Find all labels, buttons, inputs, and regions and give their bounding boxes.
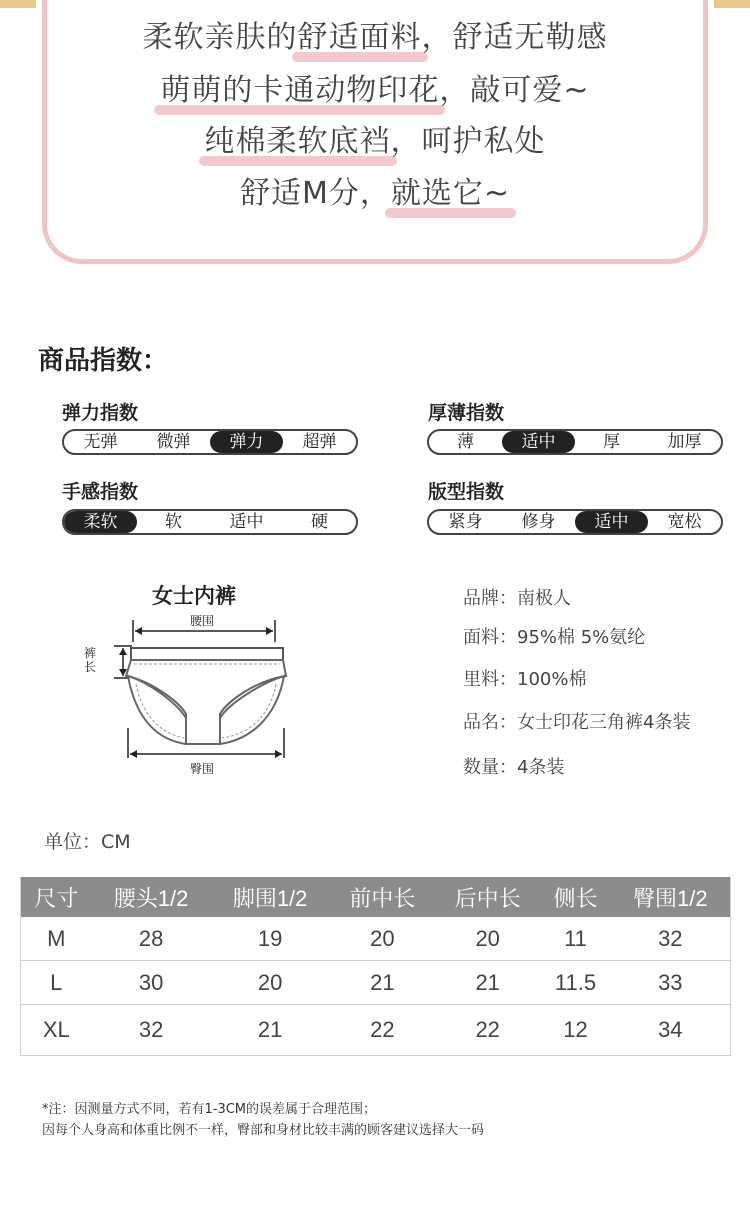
elasticity-scale xyxy=(62,429,358,455)
table-cell: 12 xyxy=(540,1005,610,1056)
header-cell: 尺寸 xyxy=(21,877,92,917)
scale-option: 修身 xyxy=(521,512,556,532)
scale-option-selected: 弹力 xyxy=(210,431,283,453)
table-row xyxy=(21,917,731,961)
product-index-title: 商品指数： xyxy=(38,346,169,376)
info-fabric: 面料：95%棉 5%氨纶 xyxy=(463,627,646,648)
waist-label: 腰围 xyxy=(190,614,215,628)
feel-scale xyxy=(62,509,358,535)
table-cell: 20 xyxy=(211,961,330,1005)
hip-label: 臀围 xyxy=(190,762,215,776)
thickness-scale xyxy=(427,429,723,455)
note-line-1: *注：因测量方式不同，若有1-3CM的误差属于合理范围； xyxy=(42,1102,377,1117)
scale-option: 紧身 xyxy=(448,512,483,532)
table-cell: 22 xyxy=(330,1005,435,1056)
intro-line-3: 纯棉柔软底裆，呵护私处 xyxy=(0,122,750,166)
table-cell: 30 xyxy=(92,961,211,1005)
scale-option: 宽松 xyxy=(667,512,702,532)
table-cell: XL xyxy=(21,1005,92,1056)
intro-line-2: 萌萌的卡通动物印花，敲可爱~ xyxy=(0,71,750,115)
table-row xyxy=(21,961,731,1005)
length-label: 裤长 xyxy=(84,646,97,674)
info-lining: 里料：100%棉 xyxy=(463,669,587,690)
table-cell: 32 xyxy=(611,917,731,961)
intro-highlight-2: 萌萌的卡通动物印花 xyxy=(160,71,439,115)
unit-label: 单位：CM xyxy=(44,831,131,853)
briefs-measurement-diagram xyxy=(78,610,308,785)
table-cell: L xyxy=(21,961,92,1005)
scale-option: 无弹 xyxy=(83,432,118,452)
intro-line-4: 舒适M分，就选它~ xyxy=(0,174,750,218)
size-table-header xyxy=(21,877,731,917)
table-cell: 33 xyxy=(611,961,731,1005)
index-label-fit: 版型指数 xyxy=(428,481,505,503)
info-product-name: 品名：女士印花三角裤4条装 xyxy=(463,712,691,733)
index-label-feel: 手感指数 xyxy=(62,481,139,503)
info-quantity: 数量：4条装 xyxy=(463,757,565,778)
scale-option-selected: 柔软 xyxy=(64,511,137,533)
scale-option: 适中 xyxy=(229,512,264,532)
corner-decoration-right xyxy=(714,0,750,8)
intro-highlight-1: 舒适面料 xyxy=(298,18,422,62)
size-table xyxy=(20,877,731,1056)
scale-option: 硬 xyxy=(311,512,328,532)
scale-option: 软 xyxy=(165,512,182,532)
scale-option: 厚 xyxy=(603,432,620,452)
table-cell: 21 xyxy=(211,1005,330,1056)
scale-option: 加厚 xyxy=(667,432,702,452)
scale-option: 超弹 xyxy=(302,432,337,452)
scale-option: 微弹 xyxy=(156,432,191,452)
header-cell: 后中长 xyxy=(435,877,540,917)
header-cell: 前中长 xyxy=(330,877,435,917)
info-brand: 品牌：南极人 xyxy=(463,588,571,609)
index-label-thickness: 厚薄指数 xyxy=(428,402,505,424)
table-cell: 11.5 xyxy=(540,961,610,1005)
table-cell: 11 xyxy=(540,917,610,961)
header-cell: 臀围1/2 xyxy=(611,877,731,917)
intro-highlight-4: 就选它~ xyxy=(391,174,510,218)
table-cell: M xyxy=(21,917,92,961)
header-cell: 侧长 xyxy=(540,877,610,917)
diagram-title: 女士内裤 xyxy=(152,584,236,608)
intro-line-1: 柔软亲肤的舒适面料，舒适无勒感 xyxy=(0,18,750,62)
table-cell: 28 xyxy=(92,917,211,961)
table-cell: 20 xyxy=(330,917,435,961)
fit-scale xyxy=(427,509,723,535)
table-cell: 22 xyxy=(435,1005,540,1056)
table-cell: 34 xyxy=(611,1005,731,1056)
scale-option-selected: 适中 xyxy=(575,511,648,533)
corner-decoration-left xyxy=(0,0,36,8)
index-label-elasticity: 弹力指数 xyxy=(62,402,139,424)
table-row xyxy=(21,1005,731,1056)
header-cell: 腰头1/2 xyxy=(92,877,211,917)
intro-highlight-3: 纯棉柔软底裆 xyxy=(205,122,391,166)
note-line-2: 因每个人身高和体重比例不一样，臀部和身材比较丰满的顾客建议选择大一码 xyxy=(42,1123,485,1138)
scale-option: 薄 xyxy=(457,432,474,452)
table-cell: 21 xyxy=(435,961,540,1005)
header-cell: 脚围1/2 xyxy=(211,877,330,917)
table-cell: 21 xyxy=(330,961,435,1005)
table-cell: 32 xyxy=(92,1005,211,1056)
table-cell: 19 xyxy=(211,917,330,961)
table-cell: 20 xyxy=(435,917,540,961)
scale-option-selected: 适中 xyxy=(502,431,575,453)
